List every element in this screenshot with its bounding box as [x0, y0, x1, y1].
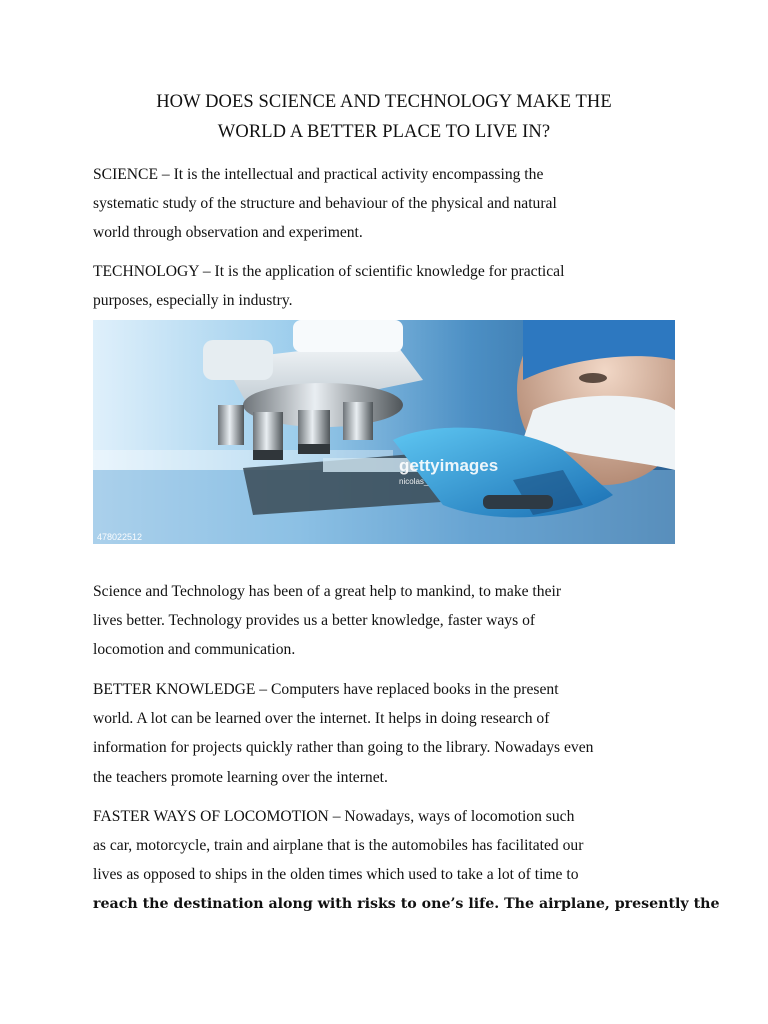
- paragraph-line: FASTER WAYS OF LOCOMOTION – Nowadays, ways of locomotion such: [93, 808, 575, 825]
- paragraph-line: reach the destination along with risks to one’s life. The airplane, presently the: [93, 895, 720, 912]
- paragraph-line: the teachers promote learning over the internet.: [93, 768, 388, 786]
- paragraph-line: purposes, especially in industry.: [93, 292, 293, 310]
- paragraph-line: SCIENCE – It is the intellectual and practical activity encompassing the: [93, 166, 544, 183]
- stock-id: 478022512: [97, 532, 143, 542]
- document-title-line-2: WORLD A BETTER PLACE TO LIVE IN?: [217, 122, 551, 142]
- paragraph-line: lives better. Technology provides us a better knowledge, faster ways of: [93, 612, 536, 630]
- paragraph-line: lives as opposed to ships in the olden times which used to take a lot of time to: [93, 866, 579, 884]
- paragraph-line: information for projects quickly rather than going to the library. Nowadays even: [93, 739, 594, 757]
- paragraph-line: TECHNOLOGY – It is the application of scientific knowledge for practical: [93, 263, 565, 280]
- getty-watermark: gettyimages: [399, 456, 499, 475]
- document-title-line-1: HOW DOES SCIENCE AND TECHNOLOGY MAKE THE: [156, 92, 612, 112]
- paragraph-line: as car, motorcycle, train and airplane that is the automobiles has facilitated our: [93, 837, 584, 855]
- paragraph-line: systematic study of the structure and behaviour of the physical and natural: [93, 195, 557, 213]
- paragraph-line: world through observation and experiment.: [93, 224, 363, 242]
- science-definition-paragraph: [93, 160, 683, 248]
- getty-credit: nicolas_: [399, 477, 429, 486]
- paragraph-line: BETTER KNOWLEDGE – Computers have replaced books in the present: [93, 681, 559, 698]
- faster-locomotion-paragraph: [93, 802, 720, 919]
- microscope-photo: [93, 320, 675, 544]
- paragraph-line: world. A lot can be learned over the internet. It helps in doing research of: [93, 710, 550, 728]
- intro-paragraph: [93, 577, 683, 665]
- better-knowledge-paragraph: [93, 675, 683, 792]
- technology-definition-paragraph: [93, 257, 683, 315]
- paragraph-line: locomotion and communication.: [93, 641, 296, 659]
- paragraph-line: Science and Technology has been of a great help to mankind, to make their: [93, 583, 562, 600]
